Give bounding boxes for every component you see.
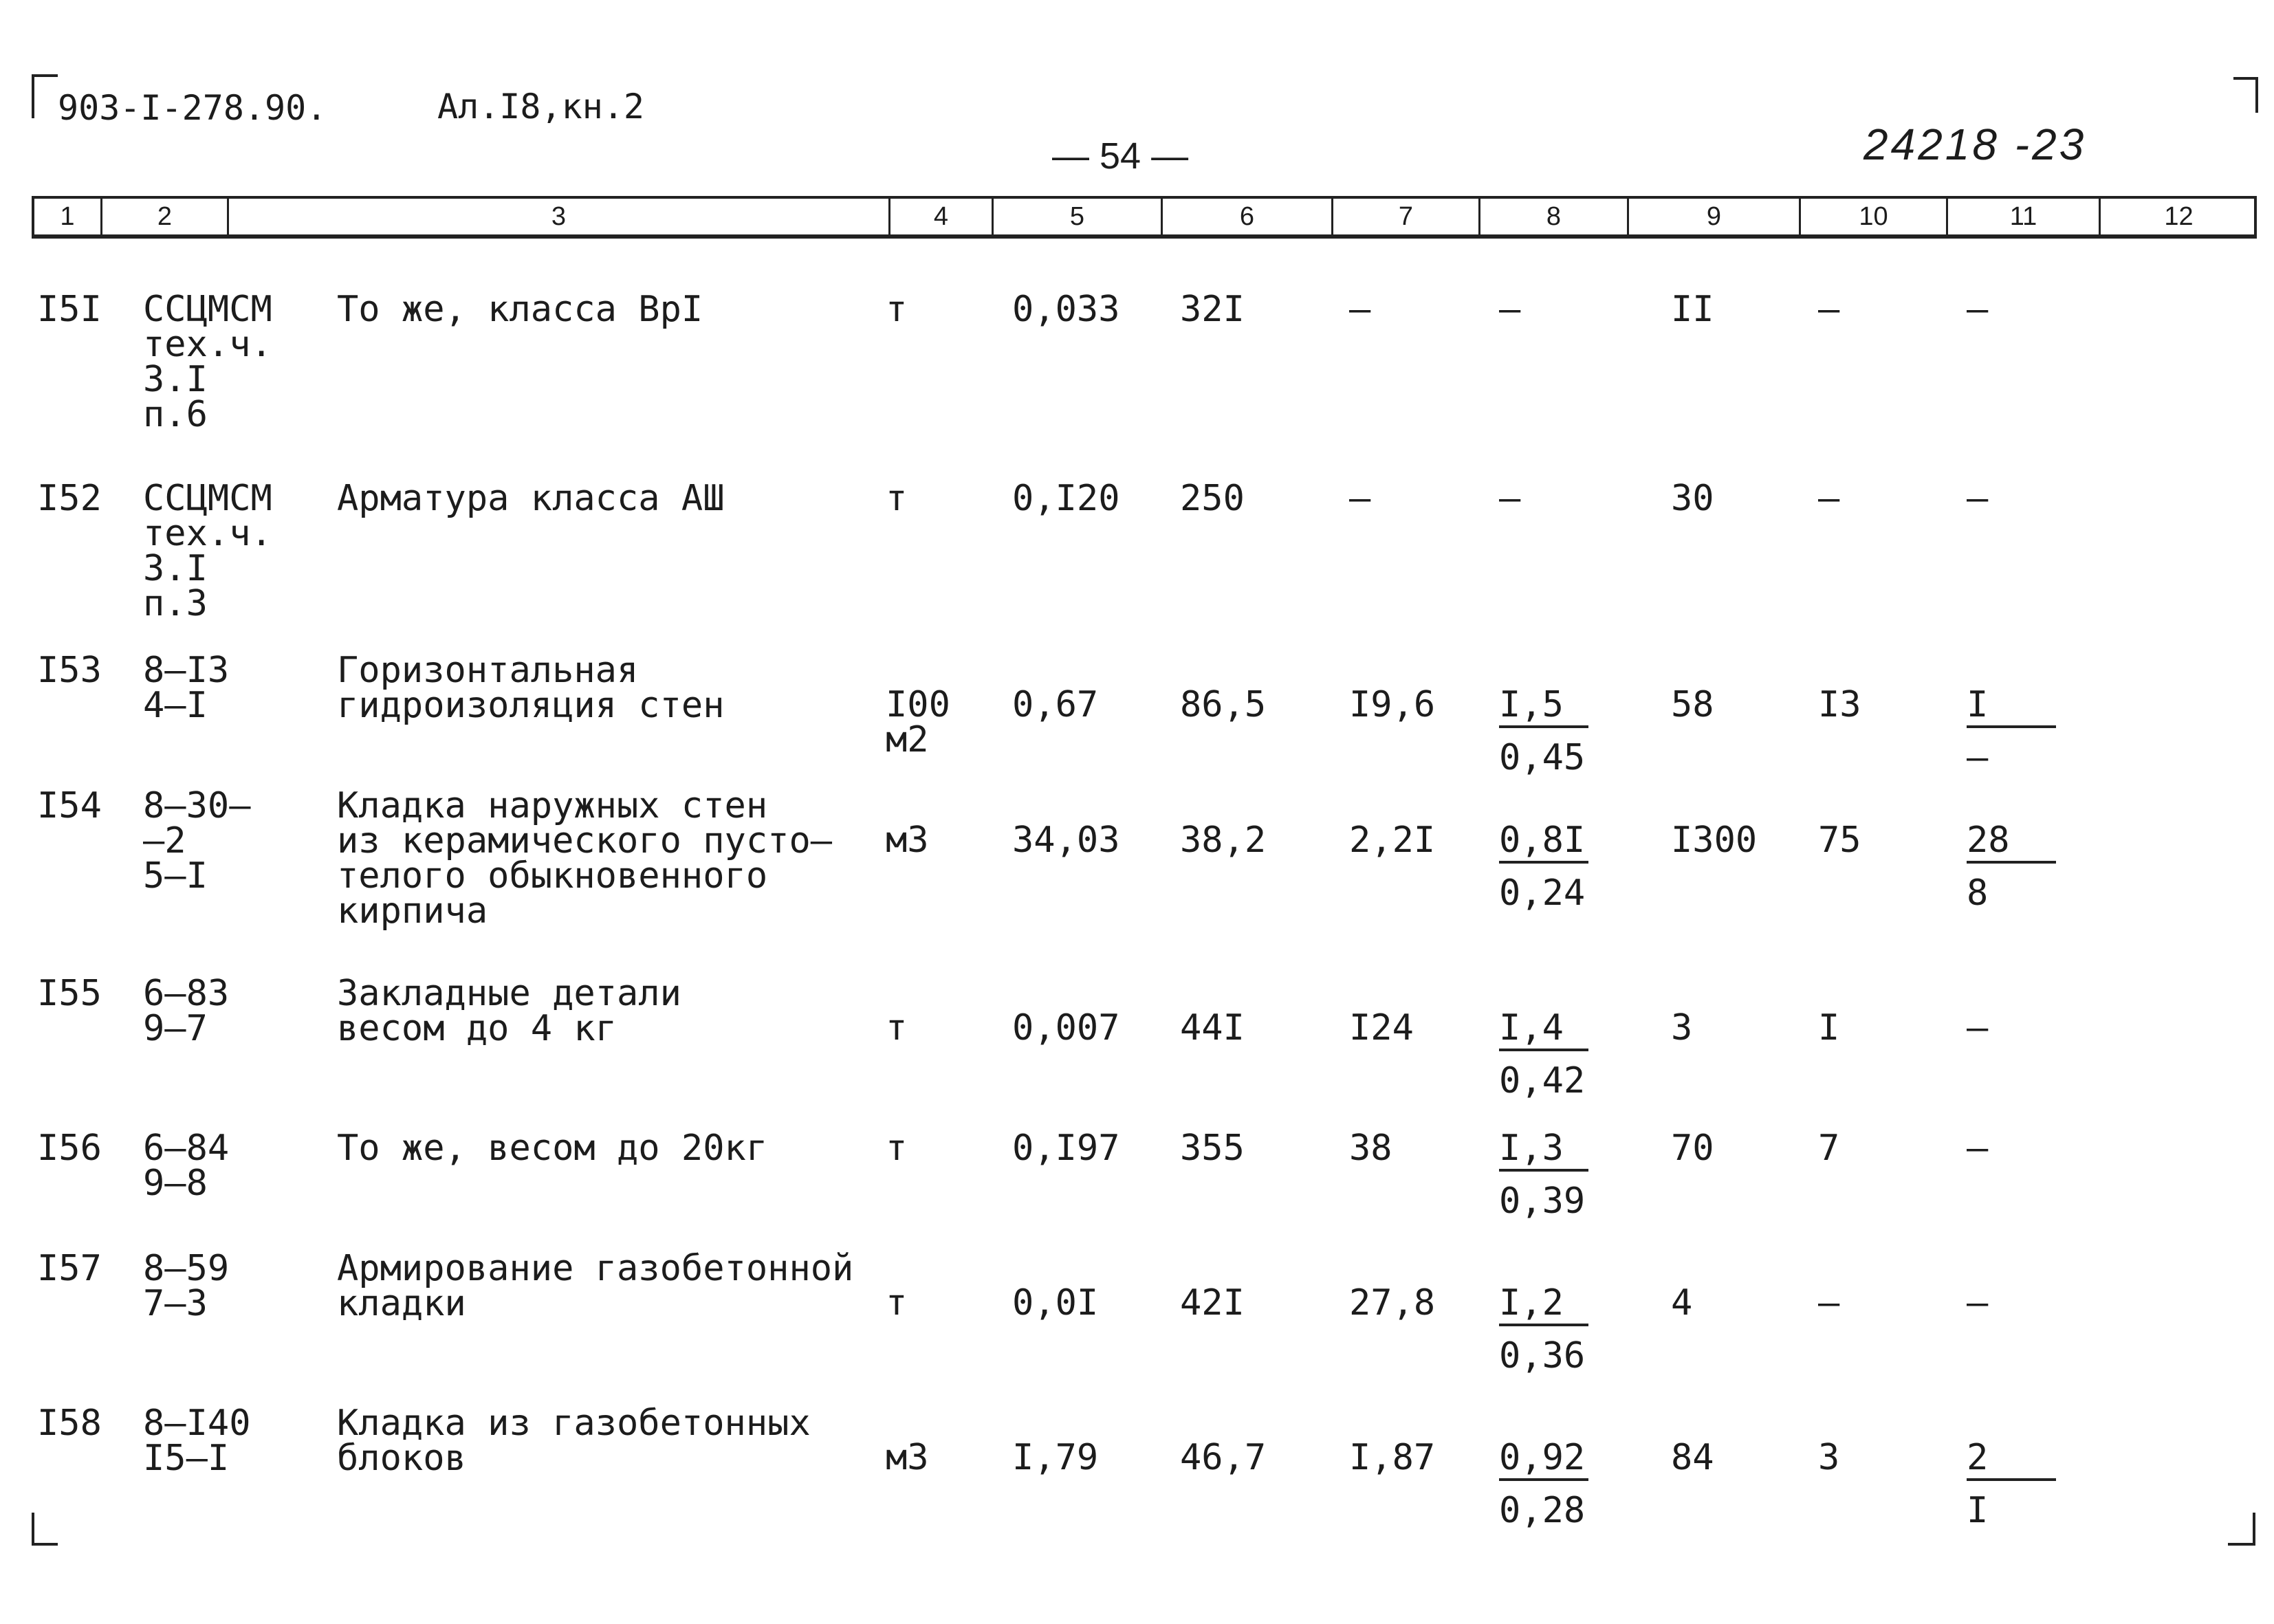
labor-fraction <box>1499 684 1588 778</box>
unit-of-measure: м3 <box>886 1437 929 1478</box>
col9-value: 4 <box>1671 1282 1693 1324</box>
fraction-numerator: I <box>1967 688 2056 728</box>
quantity-value: I,79 <box>1012 1437 1099 1478</box>
labor-fraction <box>1499 478 1521 519</box>
unit-of-measure: м3 <box>886 820 929 861</box>
unit-cost-value: 38,2 <box>1180 820 1267 861</box>
work-description: То же, весом до 20кг <box>337 1128 768 1169</box>
fraction-denominator: – <box>1967 737 1989 778</box>
quantity-value: 0,67 <box>1012 684 1099 725</box>
labor-fraction <box>1499 820 1588 914</box>
fraction-numerator: 0,8I <box>1499 823 1588 864</box>
col10-value: 75 <box>1818 820 1861 861</box>
unit-of-measure: т <box>886 1282 908 1324</box>
unit-cost-value: 46,7 <box>1180 1437 1267 1478</box>
unit-cost-value: 42I <box>1180 1282 1245 1324</box>
col7-value: 38 <box>1349 1128 1392 1169</box>
column-header-2: 2 <box>100 199 227 234</box>
quantity-value: 0,0I <box>1012 1282 1099 1324</box>
quantity-value: 0,I20 <box>1012 478 1120 519</box>
col10-value: – <box>1818 478 1840 519</box>
col7-value: I,87 <box>1349 1437 1436 1478</box>
col10-value: I <box>1818 1007 1840 1049</box>
corner-mark-bottom-right <box>2228 1513 2255 1546</box>
rate-code: 8–I3 4–I <box>143 650 230 726</box>
col11-fraction <box>1967 1282 1989 1324</box>
col9-value: 58 <box>1671 684 1714 725</box>
fraction-numerator: 28 <box>1967 823 2056 864</box>
col9-value: 30 <box>1671 478 1714 519</box>
unit-of-measure: т <box>886 478 908 519</box>
col11-fraction <box>1967 684 2056 778</box>
col10-value: 7 <box>1818 1128 1840 1169</box>
fraction-numerator: I,3 <box>1499 1131 1588 1172</box>
col9-value: 3 <box>1671 1007 1693 1049</box>
row-number: I53 <box>37 650 102 691</box>
rate-code: 6–84 9–8 <box>143 1128 230 1204</box>
column-header-1: 1 <box>60 201 75 231</box>
unit-cost-value: 86,5 <box>1180 684 1267 725</box>
col7-value: I24 <box>1349 1007 1414 1049</box>
col9-value: I300 <box>1671 820 1758 861</box>
unit-of-measure: т <box>886 1007 908 1049</box>
quantity-value: 0,I97 <box>1012 1128 1120 1169</box>
row-number: I5I <box>37 289 102 330</box>
labor-fraction <box>1499 1007 1588 1101</box>
col11-fraction <box>1967 1007 1989 1049</box>
col10-value: 3 <box>1818 1437 1840 1478</box>
row-number: I55 <box>37 973 102 1014</box>
quantity-value: 0,033 <box>1012 289 1120 330</box>
fraction-denominator: 0,24 <box>1499 873 1586 914</box>
column-header-12: 12 <box>2099 199 2257 234</box>
labor-fraction <box>1499 1128 1588 1222</box>
col7-value: 2,2I <box>1349 820 1436 861</box>
work-description: Арматура класса АШ <box>337 478 725 519</box>
fraction-numerator: 2 <box>1967 1440 2056 1481</box>
fraction-numerator: I,4 <box>1499 1011 1588 1051</box>
col10-value: – <box>1818 1282 1840 1324</box>
rate-code: 8–I40 I5–I <box>143 1403 251 1479</box>
album-reference: Ал.I8,кн.2 <box>437 87 645 127</box>
single-value: – <box>1967 1128 1989 1169</box>
col10-value: – <box>1818 289 1840 330</box>
col11-fraction <box>1967 289 1989 330</box>
col7-value: – <box>1349 478 1371 519</box>
col7-value: 27,8 <box>1349 1282 1436 1324</box>
col11-fraction <box>1967 478 1989 519</box>
fraction-denominator: 0,39 <box>1499 1181 1586 1222</box>
fraction-denominator: 0,45 <box>1499 737 1586 778</box>
quantity-value: 34,03 <box>1012 820 1120 861</box>
col9-value: 70 <box>1671 1128 1714 1169</box>
row-number: I56 <box>37 1128 102 1169</box>
single-value: – <box>1967 478 1989 519</box>
work-description: Кладка наружных стен из керамического пусто– телого обыкновенного кирпича <box>337 785 833 932</box>
corner-mark-top-right <box>2233 77 2258 113</box>
column-header-11: 11 <box>1946 199 2099 234</box>
unit-of-measure: т <box>886 289 908 330</box>
handwritten-reference: 24218 -23 <box>1863 120 2087 169</box>
row-number: I52 <box>37 478 102 519</box>
labor-fraction <box>1499 289 1521 330</box>
fraction-denominator: 0,36 <box>1499 1335 1586 1376</box>
col7-value: – <box>1349 289 1371 330</box>
column-header-9: 9 <box>1627 199 1799 234</box>
unit-cost-value: 32I <box>1180 289 1245 330</box>
column-header-3: 3 <box>227 199 888 234</box>
column-header-4: 4 <box>888 199 992 234</box>
single-value: – <box>1499 478 1521 519</box>
work-description: Закладные детали весом до 4 кг <box>337 973 681 1049</box>
column-header-10: 10 <box>1799 199 1946 234</box>
fraction-denominator: I <box>1967 1490 1989 1531</box>
col10-value: I3 <box>1818 684 1861 725</box>
col11-fraction <box>1967 1128 1989 1169</box>
fraction-numerator: 0,92 <box>1499 1440 1588 1481</box>
unit-cost-value: 250 <box>1180 478 1245 519</box>
quantity-value: 0,007 <box>1012 1007 1120 1049</box>
fraction-numerator: I,2 <box>1499 1286 1588 1326</box>
fraction-denominator: 0,42 <box>1499 1060 1586 1101</box>
rate-code: 8–30– –2 5–I <box>143 785 251 897</box>
col11-fraction <box>1967 1437 2056 1531</box>
rate-code: ССЦМСМ тех.ч. 3.I п.6 <box>143 289 272 435</box>
table-column-header <box>32 196 2257 239</box>
work-description: Кладка из газобетонных блоков <box>337 1403 811 1479</box>
unit-of-measure: I00 м2 <box>886 684 950 760</box>
single-value: – <box>1967 289 1989 330</box>
work-description: То же, класса ВрI <box>337 289 703 330</box>
corner-mark-bottom-left <box>32 1513 58 1546</box>
column-header-5: 5 <box>992 199 1161 234</box>
column-header-6: 6 <box>1161 199 1331 234</box>
fraction-denominator: 8 <box>1967 873 1989 914</box>
fraction-numerator: I,5 <box>1499 688 1588 728</box>
document-code: 903-I-278.90. <box>58 88 327 128</box>
work-description: Армирование газобетонной кладки <box>337 1248 854 1324</box>
labor-fraction <box>1499 1282 1588 1376</box>
unit-cost-value: 355 <box>1180 1128 1245 1169</box>
work-description: Горизонтальная гидроизоляция стен <box>337 650 725 726</box>
rate-code: 8–59 7–3 <box>143 1248 230 1324</box>
column-header-8: 8 <box>1478 199 1627 234</box>
col11-fraction <box>1967 820 2056 914</box>
row-number: I54 <box>37 785 102 826</box>
col9-value: 84 <box>1671 1437 1714 1478</box>
rate-code: 6–83 9–7 <box>143 973 230 1049</box>
rate-code: ССЦМСМ тех.ч. 3.I п.3 <box>143 478 272 624</box>
row-number: I58 <box>37 1403 102 1444</box>
labor-fraction <box>1499 1437 1588 1531</box>
unit-of-measure: т <box>886 1128 908 1169</box>
row-number: I57 <box>37 1248 102 1289</box>
single-value: – <box>1967 1282 1989 1324</box>
page-number: — 54 — <box>1052 135 1189 177</box>
fraction-denominator: 0,28 <box>1499 1490 1586 1531</box>
single-value: – <box>1499 289 1521 330</box>
col9-value: II <box>1671 289 1714 330</box>
col7-value: I9,6 <box>1349 684 1436 725</box>
single-value: – <box>1967 1007 1989 1049</box>
unit-cost-value: 44I <box>1180 1007 1245 1049</box>
corner-mark-top-left <box>32 74 58 118</box>
column-header-7: 7 <box>1331 199 1478 234</box>
